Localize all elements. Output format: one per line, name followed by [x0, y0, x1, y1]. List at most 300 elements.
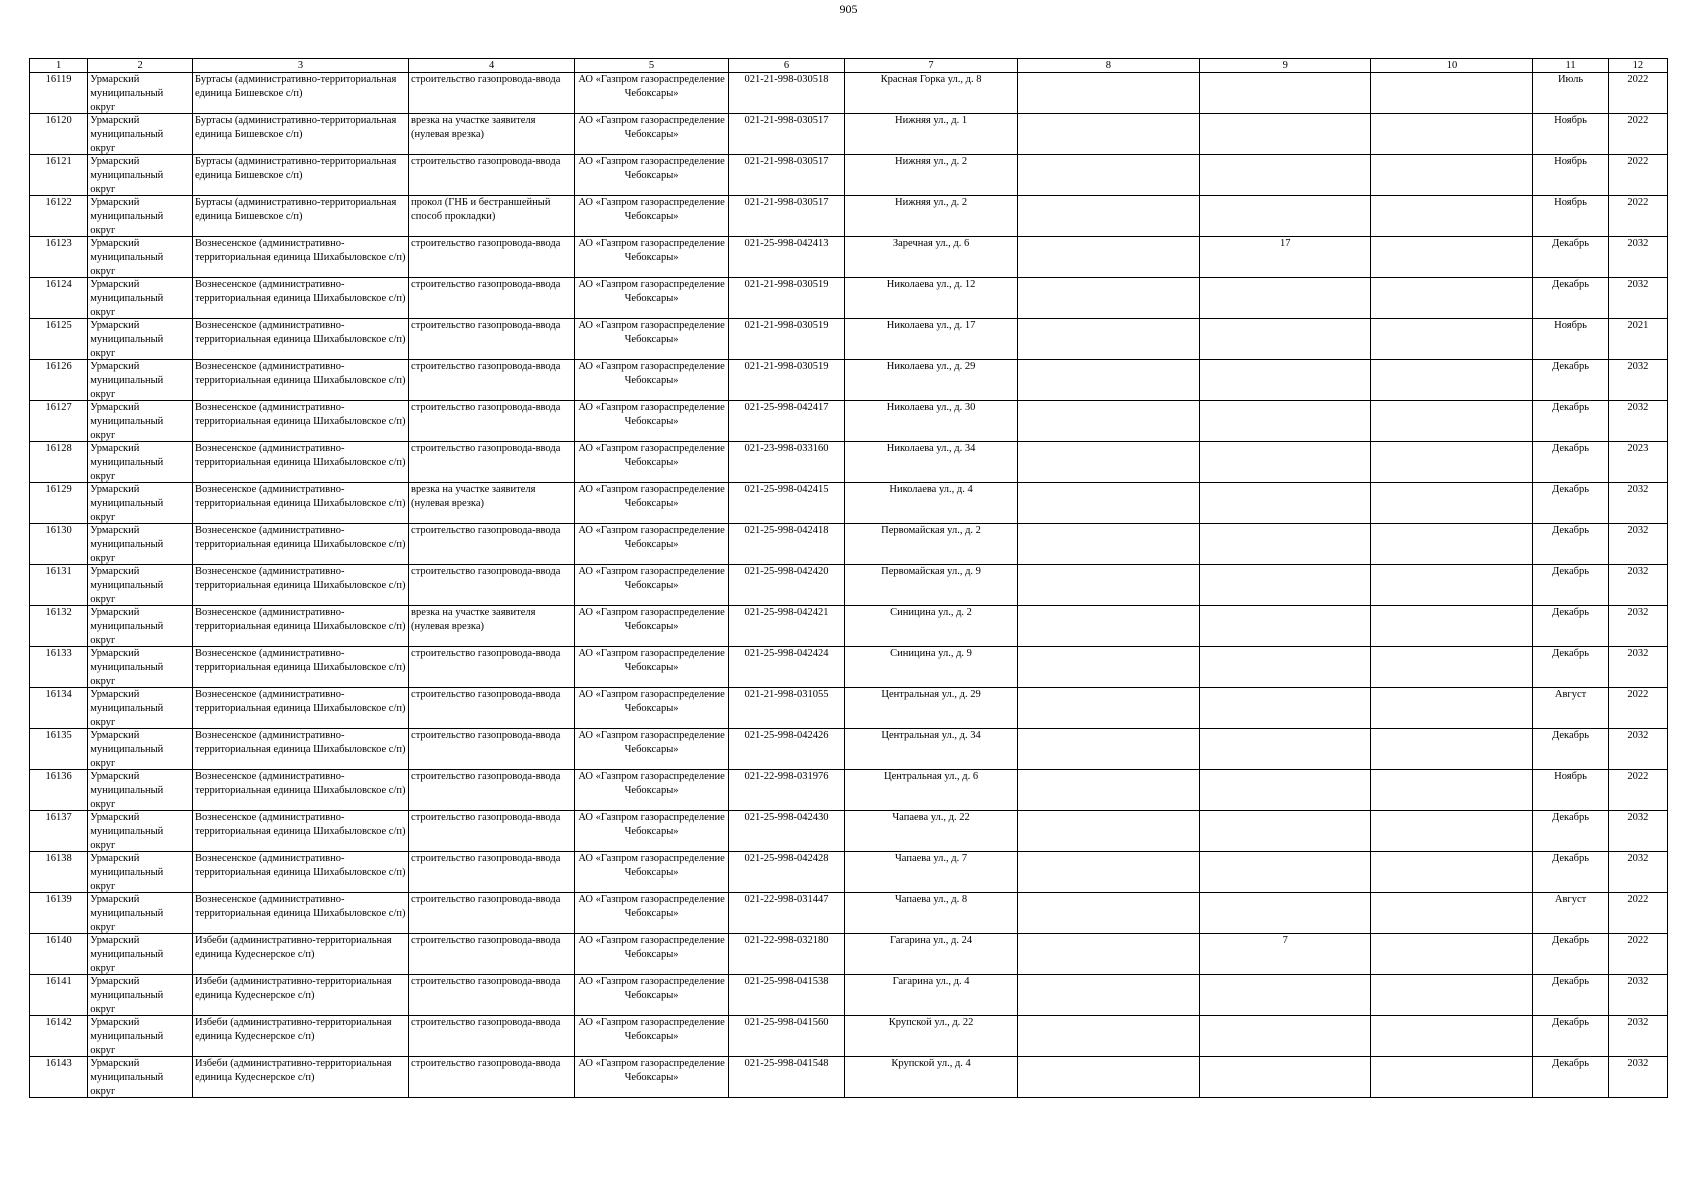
cell-code-text: 021-25-998-042424	[744, 648, 829, 659]
cell-number	[30, 483, 88, 524]
cell-month-text: Декабрь	[1552, 607, 1590, 618]
cell-address-text: Николаева ул., д. 17	[886, 320, 976, 331]
cell-district	[88, 401, 193, 442]
cell-number	[30, 852, 88, 893]
cell-year-text: 2023	[1627, 443, 1649, 454]
cell-settlement	[193, 278, 409, 319]
cell-district	[88, 729, 193, 770]
cell-col8-text	[1020, 647, 1197, 687]
cell-number	[30, 524, 88, 565]
cell-address-text: Первомайская ул., д. 2	[881, 525, 981, 536]
cell-settlement	[193, 401, 409, 442]
cell-work-type-text: прокол (ГНБ и бестраншейный способ прокладки)	[411, 197, 551, 222]
cell-col10-text	[1373, 1016, 1530, 1056]
cell-settlement-text: Вознесенское (административно-территориальная единица Шихабыловское с/п)	[195, 730, 406, 755]
cell-col9-text	[1202, 647, 1369, 687]
cell-organization-text: АО «Газпром газораспределение Чебоксары»	[578, 443, 725, 468]
cell-work-type-text: врезка на участке заявителя (нулевая врезка)	[411, 484, 536, 509]
cell-col9	[1199, 237, 1371, 278]
cell-organization-text: АО «Газпром газораспределение Чебоксары»	[578, 197, 725, 222]
column-header: 1	[30, 59, 88, 73]
cell-district-text: Урмарский муниципальный округ	[90, 402, 164, 441]
cell-district	[88, 114, 193, 155]
cell-district	[88, 688, 193, 729]
cell-organization	[575, 73, 729, 114]
cell-work-type	[409, 278, 575, 319]
cell-organization-text: АО «Газпром газораспределение Чебоксары»	[578, 525, 725, 550]
cell-col10	[1371, 1057, 1533, 1098]
cell-col9	[1199, 770, 1371, 811]
cell-col10-text	[1373, 770, 1530, 810]
cell-settlement	[193, 811, 409, 852]
cell-year	[1608, 360, 1667, 401]
cell-address	[845, 114, 1018, 155]
cell-col8	[1017, 483, 1199, 524]
cell-code	[728, 852, 844, 893]
cell-month	[1533, 319, 1608, 360]
cell-district	[88, 442, 193, 483]
cell-col8-text	[1020, 483, 1197, 523]
cell-address-text: Красная Горка ул., д. 8	[880, 74, 982, 85]
cell-work-type	[409, 565, 575, 606]
cell-work-type	[409, 852, 575, 893]
cell-settlement	[193, 360, 409, 401]
cell-col10-text	[1373, 483, 1530, 523]
cell-month	[1533, 770, 1608, 811]
cell-col10-text	[1373, 237, 1530, 277]
cell-settlement	[193, 934, 409, 975]
cell-month-text: Декабрь	[1552, 648, 1590, 659]
cell-year	[1608, 647, 1667, 688]
table-row	[30, 729, 1668, 770]
cell-organization	[575, 688, 729, 729]
cell-number-text: 16128	[45, 443, 72, 454]
table-row	[30, 196, 1668, 237]
cell-address-text: Гагарина ул., д. 4	[892, 976, 970, 987]
table-row	[30, 278, 1668, 319]
cell-col10	[1371, 319, 1533, 360]
cell-address-text: Чапаева ул., д. 22	[892, 812, 970, 823]
cell-col10-text	[1373, 155, 1530, 195]
cell-number	[30, 565, 88, 606]
cell-col10-text	[1373, 811, 1530, 851]
cell-year-text: 2032	[1627, 566, 1649, 577]
cell-number	[30, 688, 88, 729]
cell-col10	[1371, 360, 1533, 401]
cell-number-text: 16123	[45, 238, 72, 249]
table-row	[30, 442, 1668, 483]
cell-col8-text	[1020, 319, 1197, 359]
cell-col10-text	[1373, 442, 1530, 482]
cell-col10-text	[1373, 114, 1530, 154]
cell-district-text: Урмарский муниципальный округ	[90, 156, 164, 195]
cell-year	[1608, 114, 1667, 155]
cell-col8	[1017, 319, 1199, 360]
cell-col8	[1017, 729, 1199, 770]
cell-month	[1533, 688, 1608, 729]
cell-settlement	[193, 114, 409, 155]
cell-month	[1533, 852, 1608, 893]
cell-code-text: 021-25-998-041560	[744, 1017, 829, 1028]
cell-organization-text: АО «Газпром газораспределение Чебоксары»	[578, 812, 725, 837]
cell-month	[1533, 1016, 1608, 1057]
cell-work-type-text: строительство газопровода-ввода	[411, 238, 561, 249]
cell-col9-text	[1202, 442, 1369, 482]
column-header: 8	[1017, 59, 1199, 73]
cell-number	[30, 278, 88, 319]
table-row	[30, 565, 1668, 606]
cell-number	[30, 975, 88, 1016]
cell-organization-text: АО «Газпром газораспределение Чебоксары»	[578, 689, 725, 714]
cell-month-text: Декабрь	[1552, 566, 1590, 577]
cell-col8-text	[1020, 893, 1197, 933]
cell-organization	[575, 606, 729, 647]
cell-district-text: Урмарский муниципальный округ	[90, 361, 164, 400]
cell-district-text: Урмарский муниципальный округ	[90, 566, 164, 605]
cell-settlement	[193, 688, 409, 729]
cell-col10-text	[1373, 360, 1530, 400]
table-row	[30, 360, 1668, 401]
cell-col9-text	[1202, 811, 1369, 851]
cell-year	[1608, 401, 1667, 442]
cell-work-type	[409, 524, 575, 565]
cell-district	[88, 811, 193, 852]
cell-work-type-text: строительство газопровода-ввода	[411, 361, 561, 372]
cell-month-text: Декабрь	[1552, 402, 1590, 413]
cell-month-text: Декабрь	[1552, 238, 1590, 249]
cell-organization-text: АО «Газпром газораспределение Чебоксары»	[578, 361, 725, 386]
cell-col9	[1199, 893, 1371, 934]
table-row	[30, 770, 1668, 811]
cell-month	[1533, 893, 1608, 934]
cell-code-text: 021-21-998-030517	[744, 197, 829, 208]
cell-address-text: Нижняя ул., д. 1	[895, 115, 968, 126]
cell-year-text: 2022	[1627, 935, 1649, 946]
cell-organization-text: АО «Газпром газораспределение Чебоксары»	[578, 402, 725, 427]
cell-col8	[1017, 73, 1199, 114]
cell-col9-text	[1202, 319, 1369, 359]
cell-number	[30, 401, 88, 442]
cell-col9-text	[1202, 401, 1369, 441]
cell-col10	[1371, 114, 1533, 155]
table-row	[30, 606, 1668, 647]
cell-number-text: 16119	[45, 74, 72, 85]
cell-code	[728, 483, 844, 524]
cell-district-text: Урмарский муниципальный округ	[90, 689, 164, 728]
cell-district	[88, 196, 193, 237]
cell-number	[30, 360, 88, 401]
cell-col8-text	[1020, 852, 1197, 892]
cell-year	[1608, 319, 1667, 360]
cell-number-text: 16127	[45, 402, 72, 413]
cell-code-text: 021-25-998-042418	[744, 525, 829, 536]
cell-col8	[1017, 278, 1199, 319]
cell-col8-text	[1020, 606, 1197, 646]
cell-col9	[1199, 811, 1371, 852]
table-row	[30, 975, 1668, 1016]
cell-district-text: Урмарский муниципальный округ	[90, 525, 164, 564]
cell-month	[1533, 811, 1608, 852]
cell-month	[1533, 1057, 1608, 1098]
cell-code	[728, 155, 844, 196]
cell-col10	[1371, 729, 1533, 770]
cell-code-text: 021-21-998-031055	[744, 689, 829, 700]
cell-work-type	[409, 647, 575, 688]
cell-address	[845, 975, 1018, 1016]
table-row	[30, 483, 1668, 524]
cell-year	[1608, 852, 1667, 893]
cell-work-type-text: строительство газопровода-ввода	[411, 525, 561, 536]
cell-col9	[1199, 1057, 1371, 1098]
cell-district-text: Урмарский муниципальный округ	[90, 771, 164, 810]
cell-organization	[575, 524, 729, 565]
cell-organization-text: АО «Газпром газораспределение Чебоксары»	[578, 648, 725, 673]
cell-district-text: Урмарский муниципальный округ	[90, 443, 164, 482]
cell-code-text: 021-22-998-031976	[744, 771, 829, 782]
cell-col10	[1371, 1016, 1533, 1057]
cell-col8	[1017, 360, 1199, 401]
cell-col8	[1017, 647, 1199, 688]
cell-col10-text	[1373, 565, 1530, 605]
cell-address	[845, 606, 1018, 647]
cell-col8-text	[1020, 934, 1197, 974]
cell-month	[1533, 483, 1608, 524]
cell-address	[845, 852, 1018, 893]
cell-month-text: Август	[1554, 894, 1587, 905]
cell-organization	[575, 811, 729, 852]
cell-work-type-text: строительство газопровода-ввода	[411, 689, 561, 700]
cell-code	[728, 524, 844, 565]
cell-settlement-text: Вознесенское (административно-территориальная единица Шихабыловское с/п)	[195, 525, 406, 550]
cell-col10	[1371, 934, 1533, 975]
cell-district	[88, 975, 193, 1016]
cell-address	[845, 934, 1018, 975]
cell-year-text: 2032	[1627, 730, 1649, 741]
cell-settlement	[193, 319, 409, 360]
cell-number	[30, 73, 88, 114]
cell-col10	[1371, 565, 1533, 606]
cell-code-text: 021-25-998-042428	[744, 853, 829, 864]
cell-number-text: 16143	[45, 1058, 72, 1069]
cell-year-text: 2022	[1627, 689, 1649, 700]
cell-col10-text	[1373, 524, 1530, 564]
cell-col9	[1199, 975, 1371, 1016]
cell-year	[1608, 606, 1667, 647]
cell-code	[728, 360, 844, 401]
cell-settlement-text: Вознесенское (административно-территориальная единица Шихабыловское с/п)	[195, 402, 406, 427]
cell-col9	[1199, 934, 1371, 975]
cell-organization	[575, 278, 729, 319]
cell-col10-text	[1373, 975, 1530, 1015]
cell-code	[728, 196, 844, 237]
cell-number	[30, 606, 88, 647]
cell-year-text: 2032	[1627, 402, 1649, 413]
cell-month-text: Июль	[1557, 74, 1584, 85]
cell-district	[88, 606, 193, 647]
cell-month-text: Ноябрь	[1554, 115, 1587, 126]
cell-col10-text	[1373, 729, 1530, 769]
cell-col8-text	[1020, 729, 1197, 769]
cell-organization-text: АО «Газпром газораспределение Чебоксары»	[578, 484, 725, 509]
cell-settlement-text: Вознесенское (административно-территориальная единица Шихабыловское с/п)	[195, 648, 406, 673]
cell-district	[88, 73, 193, 114]
cell-col8	[1017, 401, 1199, 442]
cell-month	[1533, 934, 1608, 975]
cell-year	[1608, 524, 1667, 565]
cell-district	[88, 647, 193, 688]
cell-year	[1608, 688, 1667, 729]
cell-settlement-text: Избеби (административно-территориальная единица Кудеснерское с/п)	[195, 1058, 392, 1083]
cell-work-type-text: строительство газопровода-ввода	[411, 853, 561, 864]
cell-address	[845, 893, 1018, 934]
cell-district-text: Урмарский муниципальный округ	[90, 197, 164, 236]
cell-code	[728, 811, 844, 852]
cell-settlement-text: Избеби (административно-территориальная единица Кудеснерское с/п)	[195, 1017, 392, 1042]
cell-settlement-text: Вознесенское (административно-территориальная единица Шихабыловское с/п)	[195, 566, 406, 591]
cell-col10-text	[1373, 606, 1530, 646]
registry-table	[29, 58, 1668, 1098]
table-row	[30, 114, 1668, 155]
table-body	[30, 73, 1668, 1098]
cell-address-text: Крупской ул., д. 22	[888, 1017, 974, 1028]
cell-code	[728, 319, 844, 360]
cell-year	[1608, 155, 1667, 196]
cell-col10	[1371, 606, 1533, 647]
cell-year-text: 2032	[1627, 484, 1649, 495]
cell-district	[88, 1016, 193, 1057]
cell-col9-text	[1202, 1016, 1369, 1056]
cell-number	[30, 114, 88, 155]
cell-col9-text	[1202, 729, 1369, 769]
cell-month-text: Декабрь	[1552, 1017, 1590, 1028]
cell-settlement-text: Вознесенское (административно-территориальная единица Шихабыловское с/п)	[195, 689, 406, 714]
table-row	[30, 319, 1668, 360]
cell-year	[1608, 934, 1667, 975]
cell-work-type-text: строительство газопровода-ввода	[411, 402, 561, 413]
cell-address-text: Нижняя ул., д. 2	[895, 197, 968, 208]
cell-organization-text: АО «Газпром газораспределение Чебоксары»	[578, 894, 725, 919]
cell-col10-text	[1373, 196, 1530, 236]
cell-code-text: 021-25-998-042417	[744, 402, 829, 413]
column-header: 7	[845, 59, 1018, 73]
cell-number	[30, 442, 88, 483]
cell-address-text: Николаева ул., д. 4	[889, 484, 973, 495]
column-header: 9	[1199, 59, 1371, 73]
column-header: 5	[575, 59, 729, 73]
cell-address	[845, 729, 1018, 770]
cell-work-type-text: строительство газопровода-ввода	[411, 1058, 561, 1069]
table-row	[30, 401, 1668, 442]
cell-col8-text	[1020, 155, 1197, 195]
cell-number-text: 16132	[45, 607, 72, 618]
table-row	[30, 524, 1668, 565]
cell-month	[1533, 606, 1608, 647]
cell-code	[728, 114, 844, 155]
cell-month-text: Декабрь	[1552, 730, 1590, 741]
cell-address	[845, 1016, 1018, 1057]
cell-code	[728, 770, 844, 811]
cell-district	[88, 360, 193, 401]
cell-number-text: 16135	[45, 730, 72, 741]
cell-district-text: Урмарский муниципальный округ	[90, 279, 164, 318]
cell-work-type-text: строительство газопровода-ввода	[411, 648, 561, 659]
cell-year	[1608, 893, 1667, 934]
cell-code-text: 021-21-998-030517	[744, 156, 829, 167]
cell-year	[1608, 196, 1667, 237]
cell-col10-text	[1373, 647, 1530, 687]
cell-col10	[1371, 811, 1533, 852]
cell-district	[88, 524, 193, 565]
cell-district-text: Урмарский муниципальный округ	[90, 730, 164, 769]
cell-organization-text: АО «Газпром газораспределение Чебоксары»	[578, 1017, 725, 1042]
cell-number-text: 16126	[45, 361, 72, 372]
cell-address-text: Николаева ул., д. 12	[886, 279, 976, 290]
cell-code-text: 021-22-998-031447	[744, 894, 829, 905]
cell-col8	[1017, 893, 1199, 934]
cell-work-type	[409, 114, 575, 155]
cell-district-text: Урмарский муниципальный округ	[90, 115, 164, 154]
cell-settlement	[193, 155, 409, 196]
cell-number-text: 16133	[45, 648, 72, 659]
cell-col9	[1199, 114, 1371, 155]
cell-number-text: 16141	[45, 976, 72, 987]
cell-work-type-text: строительство газопровода-ввода	[411, 279, 561, 290]
cell-col10-text	[1373, 893, 1530, 933]
cell-col8	[1017, 565, 1199, 606]
cell-settlement	[193, 852, 409, 893]
cell-month	[1533, 196, 1608, 237]
cell-address	[845, 1057, 1018, 1098]
column-header: 2	[88, 59, 193, 73]
cell-code-text: 021-23-998-033160	[744, 443, 829, 454]
column-header: 11	[1533, 59, 1608, 73]
cell-col8	[1017, 688, 1199, 729]
cell-settlement	[193, 770, 409, 811]
cell-address	[845, 155, 1018, 196]
column-header: 6	[728, 59, 844, 73]
cell-address-text: Николаева ул., д. 29	[886, 361, 976, 372]
cell-code-text: 021-25-998-041538	[744, 976, 829, 987]
cell-month	[1533, 524, 1608, 565]
cell-number-text: 16140	[45, 935, 72, 946]
cell-col9-text	[1202, 278, 1369, 318]
cell-settlement	[193, 237, 409, 278]
column-header: 3	[193, 59, 409, 73]
cell-code-text: 021-25-998-042426	[744, 730, 829, 741]
cell-col9	[1199, 729, 1371, 770]
cell-work-type	[409, 770, 575, 811]
cell-col9	[1199, 565, 1371, 606]
cell-number-text: 16130	[45, 525, 72, 536]
cell-number	[30, 729, 88, 770]
cell-month	[1533, 155, 1608, 196]
cell-col8-text	[1020, 196, 1197, 236]
cell-month	[1533, 278, 1608, 319]
cell-col10	[1371, 196, 1533, 237]
cell-district	[88, 278, 193, 319]
cell-col9-text	[1202, 688, 1369, 728]
cell-organization-text: АО «Газпром газораспределение Чебоксары»	[578, 976, 725, 1001]
cell-col9	[1199, 196, 1371, 237]
cell-settlement	[193, 893, 409, 934]
cell-settlement	[193, 196, 409, 237]
cell-number	[30, 647, 88, 688]
cell-col9-text	[1202, 770, 1369, 810]
cell-month-text: Декабрь	[1552, 484, 1590, 495]
cell-settlement-text: Вознесенское (административно-территориальная единица Шихабыловское с/п)	[195, 238, 406, 263]
cell-month-text: Декабрь	[1552, 935, 1590, 946]
cell-code-text: 021-25-998-042421	[744, 607, 829, 618]
